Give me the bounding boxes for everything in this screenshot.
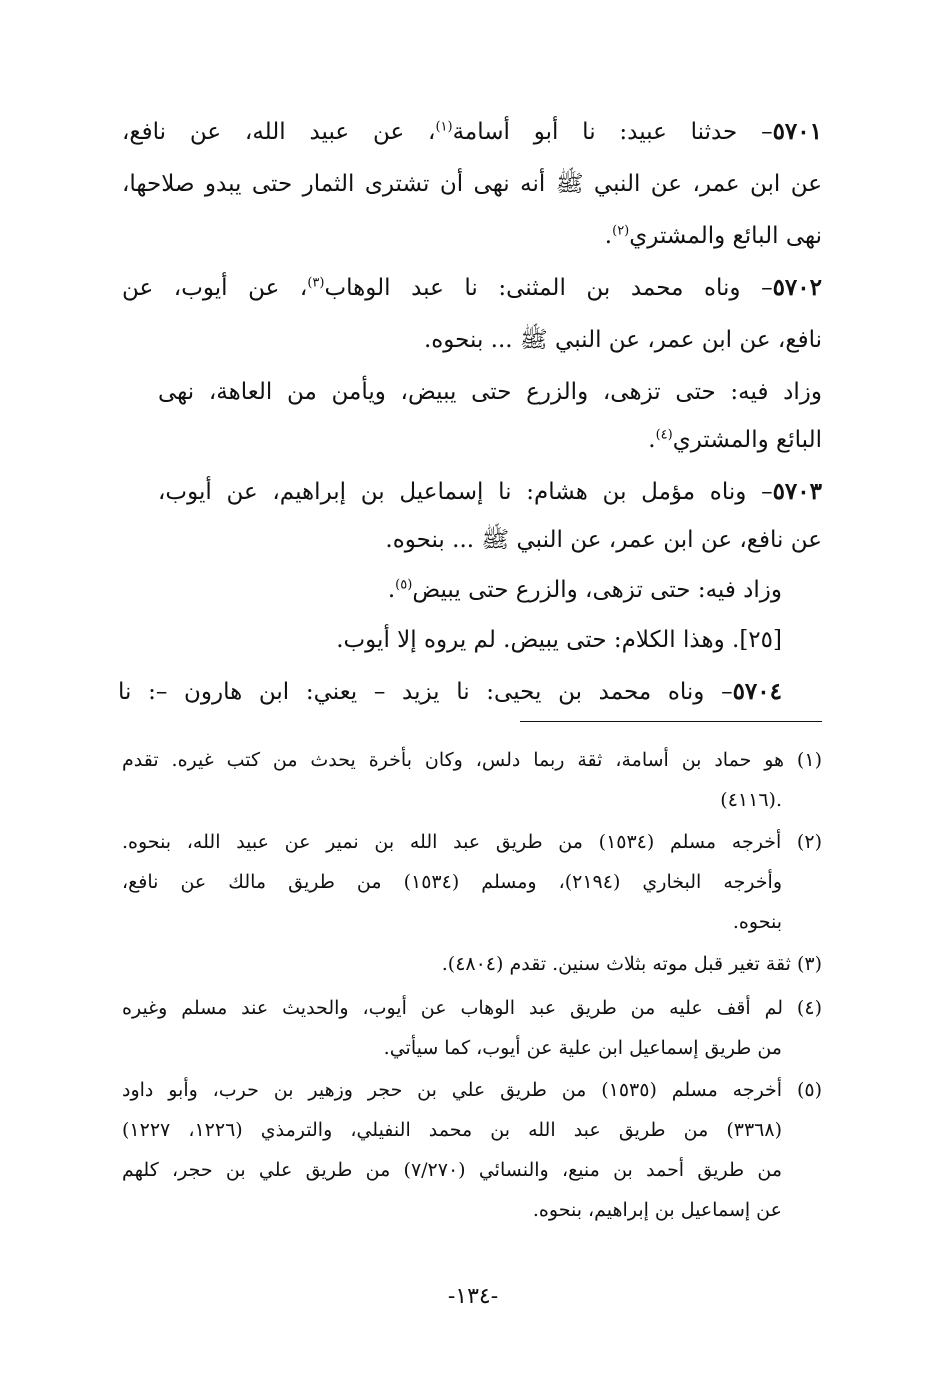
footnote-line: من طريق إسماعيل ابن علية عن أيوب، كما سيأتي. [383, 1037, 782, 1059]
text-line: ٥٧٠٢– وناه محمد بن المثنى: نا عبد الوهاب$^{(٣)}$، عن أيوب، عن [122, 274, 822, 301]
text-line: نهى البائع والمشتري$^{(٢)}$. [604, 223, 822, 249]
footnote-line: بنحوه. [732, 911, 782, 933]
text-line: [٢٥]. وهذا الكلام: حتى يبيض. لم يروه إلا أيوب. [336, 627, 782, 653]
footnote-line: (١) هو حماد بن أسامة، ثقة ربما دلس، وكان بأخرة يحدث من كتب غيره. تقدم [122, 749, 822, 771]
hadith-number: ٥٧٠٤ [732, 678, 782, 705]
footnote-line: وأخرجه البخاري (٢١٩٤)، ومسلم (١٥٣٤) من طريق مالك عن نافع، [122, 871, 782, 893]
text-line: ٥٧٠١– حدثنا عبيد: نا أبو أسامة$^{(١)}$، عن عبيد الله، عن نافع، [122, 118, 822, 145]
footnote-line: (٥) أخرجه مسلم (١٥٣٥) من طريق علي بن حجر وزهير بن حرب، وأبو داود [122, 1079, 822, 1101]
footnote-ref: (٤) [655, 427, 673, 443]
text-line: البائع والمشتري$^{(٤)}$. [648, 427, 822, 453]
footnote-ref: (٢) [612, 223, 630, 239]
footnote-ref: (٣) [307, 275, 325, 291]
hadith-number: ٥٧٠١ [772, 118, 822, 145]
footnote-line: (٤١١٦). [720, 789, 782, 811]
footnote-line: (٤) لم أقف عليه من طريق عبد الوهاب عن أيوب، والحديث عند مسلم وغيره [122, 997, 822, 1019]
text-line: ٥٧٠٣– وناه مؤمل بن هشام: نا إسماعيل بن إبراهيم، عن أيوب، [158, 478, 822, 505]
footnote-divider [520, 721, 822, 722]
text-line: عن ابن عمر، عن النبي ﷺ أنه نهى أن تشترى الثمار حتى يبدو صلاحها، [122, 171, 822, 197]
footnote-line: عن إسماعيل بن إبراهيم، بنحوه. [532, 1199, 782, 1221]
footnote-line: (٢) أخرجه مسلم (١٥٣٤) من طريق عبد الله بن نمير عن عبيد الله، بنحوه. [122, 831, 822, 853]
text-line: ٥٧٠٤– وناه محمد بن يحيى: نا يزيد – يعني: ابن هارون –: نا [118, 678, 782, 705]
text-line: عن نافع، عن ابن عمر، عن النبي ﷺ ... بنحوه. [385, 527, 822, 553]
hadith-number: ٥٧٠٢ [772, 274, 822, 301]
text-line: وزاد فيه: حتى تزهى، والزرع حتى يبيض$^{(٥)}$. [387, 577, 782, 603]
footnote-line: (٣٣٦٨) من طريق عبد الله بن محمد النفيلي، والترمذي (١٢٢٦، ١٢٢٧) [122, 1119, 782, 1141]
text-line: نافع، عن ابن عمر، عن النبي ﷺ ... بنحوه. [423, 327, 822, 353]
hadith-number: ٥٧٠٣ [772, 478, 822, 505]
page-number: -١٣٤- [447, 1284, 499, 1309]
footnote-ref: (١) [435, 119, 453, 135]
footnote-ref: (٥) [395, 577, 413, 593]
text-line: وزاد فيه: حتى تزهى، والزرع حتى يبيض، ويأمن من العاهة، نهى [158, 379, 822, 405]
footnote-line: (٣) ثقة تغير قبل موته بثلاث سنين. تقدم (٤٨٠٤). [441, 953, 822, 975]
footnote-line: من طريق أحمد بن منيع، والنسائي (٧/٢٧٠) من طريق علي بن حجر، كلهم [122, 1159, 782, 1181]
